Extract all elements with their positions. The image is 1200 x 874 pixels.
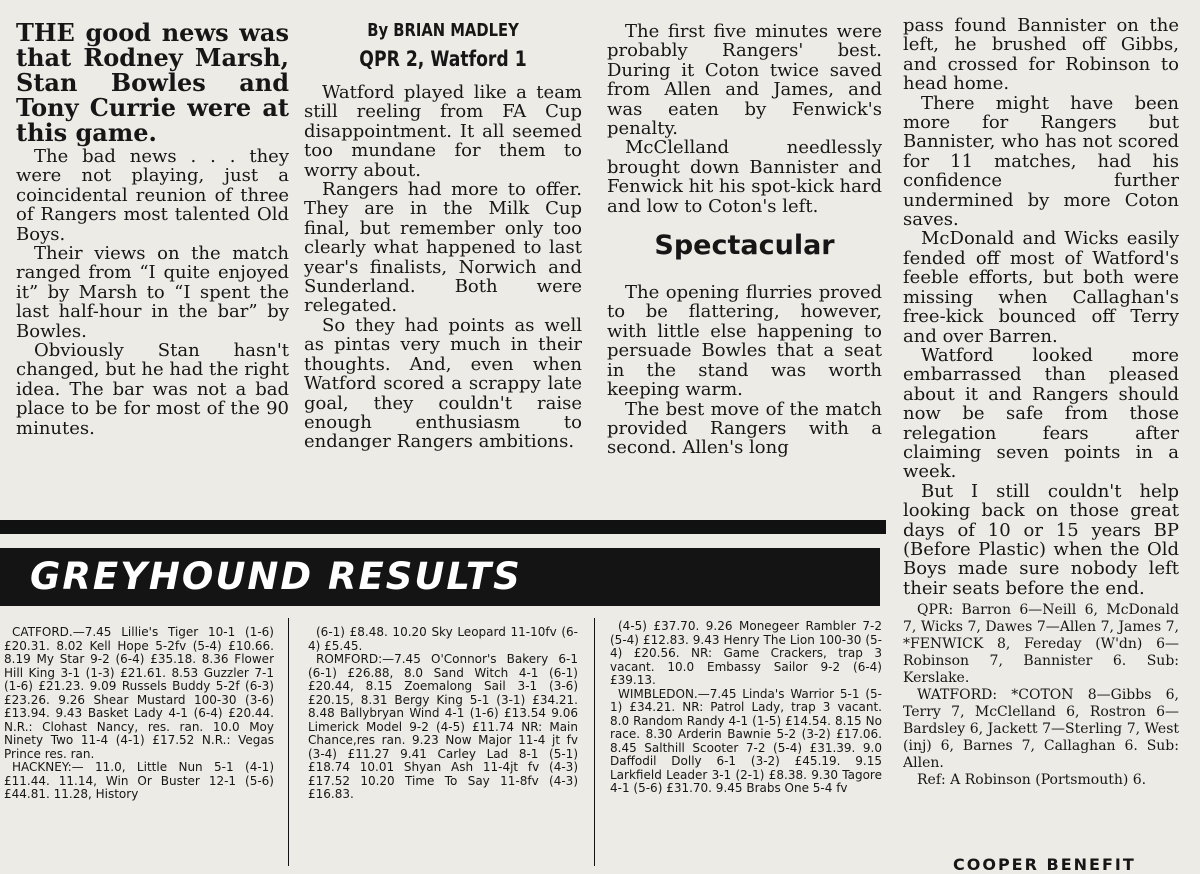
paragraph: The bad news . . . they were not playing, just a coincidental reunion of three of Rangers most talented Old Boys.: [16, 146, 289, 245]
results-block: CATFORD.—7.45 Lillie's Tiger 10-1 (1-6) £20.31. 8.02 Kell Hope 5-2fv (5-4) £10.66. 8.19 My Star 9-2 (6-4) £35.18. 8.36 Flower Hill King 3-1 (1-3) £21.61. 8.53 Guzzler 7-1 (1-6) £21.23. 9.09 Russels Buddy 5-2f (6-3) £23.26. 9.26 Shear Mustard 100-30 (3-6) £13.94. 9.43 Basket Lady 4-1 (6-4) £20.44. N.R.: Clohast Nancy, res. ran. 10.0 Moy Ninety Two 11-4 (4-1) £17.52 N.R.: Vegas Prince res. ran.: [4, 626, 274, 761]
section-divider: [0, 520, 886, 534]
results-block: WIMBLEDON.—7.45 Linda's Warrior 5-1 (5-1) £34.21. NR: Patrol Lady, trap 3 vacant. 8.0 Random Randy 4-1 (1-5) £14.54. 8.15 No race. 8.30 Arderin Bawnie 5-2 (3-2) £17.06. 8.45 Salthill Scooter 7-2 (5-4) £31.39. 9.0 Daffodil Dolly 6-1 (3-2) £45.19. 9.15 Larkfield Leader 3-1 (2-1) £8.38. 9.30 Tagore 4-1 (5-6) £31.70. 9.45 Brabs One 5-4 fv: [610, 686, 882, 795]
paragraph: Obviously Stan hasn't changed, but he had the right idea. The bar was not a bad place to be for most of the 90 minutes.: [16, 340, 289, 439]
paragraph: Rangers had more to offer. They are in the Milk Cup final, but remember only too clearly what happened to last year's finalists, Norwich and Sunderland. Both were relegated.: [304, 179, 582, 317]
paragraph: McClelland needlessly brought down Bannister and Fenwick hit his spot-kick hard and low to Coton's left.: [607, 137, 882, 217]
article-column-2: [304, 16, 582, 500]
paragraph: Their views on the match ranged from “I quite enjoyed it” by Marsh to “I spent the last half-hour in the bar” by Bowles.: [16, 243, 289, 342]
team-ratings-qpr: QPR: Barron 6—Neill 6, McDonald 7, Wicks 7, Dawes 7—Allen 7, James 7, *FENWICK 8, Fereday (W'dn) 6—Robinson 7, Bannister 6. Sub: Kerslake.: [903, 602, 1179, 687]
results-column-2: [308, 626, 578, 866]
subheading: Spectacular: [654, 230, 835, 262]
match-score-heading: QPR 2, Watford 1: [359, 47, 527, 71]
referee-line: Ref: A Robinson (Portsmouth) 6.: [917, 772, 1147, 789]
next-article-heading: COOPER BENEFIT: [953, 855, 1136, 874]
article-column-3: [607, 22, 882, 502]
results-block: ROMFORD:—7.45 O'Connor's Bakery 6-1 (6-1) £26.88, 8.0 Sand Witch 4-1 (6-1) £20.44, 8.15 Zoemalong Sail 3-1 (3-6) £20.15, 8.31 Bergy King 5-1 (3-1) £34.21. 8.48 Ballybryan Wind 4-1 (1-6) £13.54 9.06 Limerick Model 9-2 (4-5) £11.74 NR: Main Chance,res ran. 9.23 Now Major 11-4 jt fv (3-4) £11.27 9.41 Carley Lad 8-1 (5-1) £18.74 10.01 Shyan Ash 11-4jt fv (4-3) £17.52 10.20 Time To Say 11-8fv (4-3) £16.83.: [308, 652, 578, 801]
column-divider: [594, 618, 595, 866]
paragraph: Watford played like a team still reeling from FA Cup disappointment. It all seemed too mundane for them to worry about.: [304, 82, 582, 181]
paragraph: There might have been more for Rangers but Bannister, who has not scored for 11 matches, had his confidence further undermined by more Coton saves.: [903, 92, 1179, 231]
paragraph: McDonald and Wicks easily fended off most of Watford's feeble efforts, but both were missing when Callaghan's free-kick bounced off Terry and over Barren.: [903, 228, 1179, 347]
article-column-4: [903, 16, 1179, 851]
results-column-1: [4, 626, 274, 866]
greyhound-results-banner: GREYHOUND RESULTS: [0, 548, 880, 606]
results-block: HACKNEY:— 11.0, Little Nun 5-1 (4-1) £11.44. 11.14, Win Or Buster 12-1 (5-6) £44.81. 11.28, History: [4, 760, 274, 801]
paragraph: The best move of the match provided Rangers with a second. Allen's long: [607, 398, 882, 459]
paragraph: Watford looked more embarrassed than pleased about it and Rangers should now be safe from those relegation fears after claiming seven points in a week.: [903, 344, 1179, 483]
article-column-1: [16, 20, 289, 500]
lead-paragraph: THE good news was that Rodney Marsh, Stan Bowles and Tony Currie were at this game.: [16, 20, 289, 147]
paragraph: So they had points as well as pintas very much in their thoughts. And, even when Watford scored a scrappy late goal, they couldn't raise enough enthusiasm to endanger Rangers ambitions.: [304, 314, 582, 453]
paragraph: The first five minutes were probably Rangers' best. During it Coton twice saved from Allen and James, and was eaten by Fenwick's penalty.: [607, 22, 882, 140]
column-divider: [288, 618, 289, 866]
results-column-3: [610, 620, 882, 866]
team-ratings-watford: WATFORD: *COTON 8—Gibbs 6, Terry 7, McClelland 6, Rostron 6—Bardsley 6, Jackett 7—Sterling 7, West (inj) 6, Barnes 7, Callaghan 6. Sub: Allen.: [903, 687, 1179, 772]
results-block: (6-1) £8.48. 10.20 Sky Leopard 11-10fv (6-4) £5.45.: [308, 626, 578, 653]
paragraph: But I still couldn't help looking back on those great days of 10 or 15 years BP (Before Plastic) when the Old Boys made sure nobody left their seats before the end.: [903, 480, 1179, 599]
results-block: (4-5) £37.70. 9.26 Monegeer Rambler 7-2 (5-4) £12.83. 9.43 Henry The Lion 100-30 (5-4) £20.56. NR: Game Crackers, trap 3 vacant. 10.0 Embassy Sailor 9-2 (6-4) £39.13.: [610, 620, 882, 687]
paragraph: pass found Bannister on the left, he brushed off Gibbs, and crossed for Robinson to head home.: [903, 16, 1179, 95]
byline: By BRIAN MADLEY: [367, 20, 519, 41]
paragraph: The opening flurries proved to be flattering, however, with little else happening to persuade Bowles that a seat in the stand was worth keeping warm.: [607, 282, 882, 401]
